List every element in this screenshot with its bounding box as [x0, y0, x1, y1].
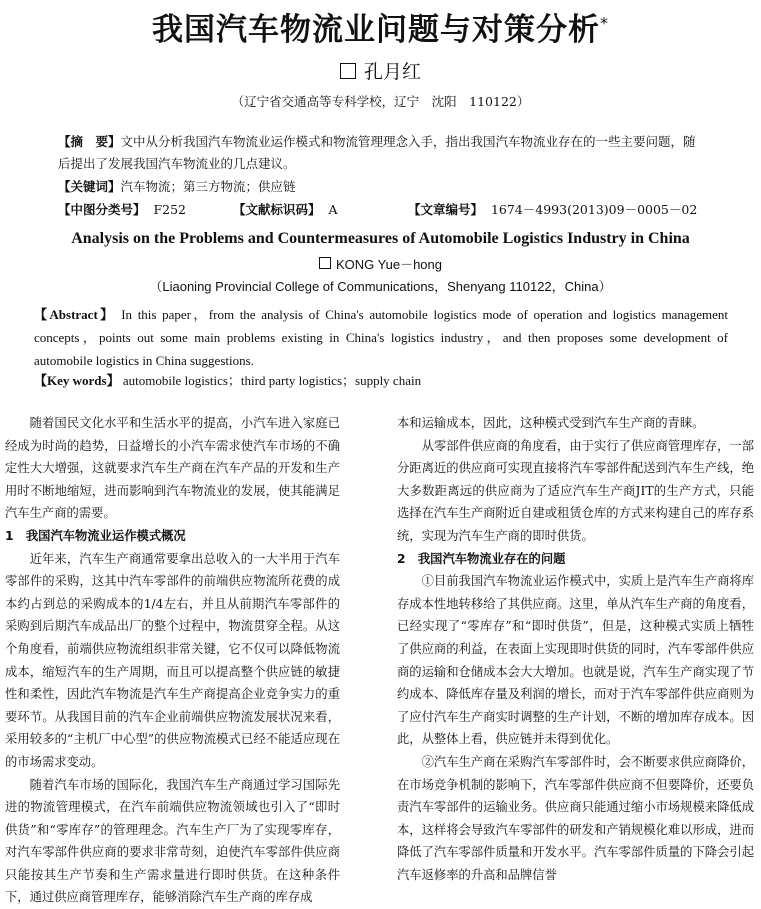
clc-value: F252 — [153, 202, 186, 217]
affiliation: （辽宁省交通高等专科学校，辽宁 沈阳 110122） — [0, 92, 761, 110]
english-title: Analysis on the Problems and Countermeasures of Automobile Logistics Industry in China — [0, 230, 761, 248]
english-abstract-label: 【Abstract】 — [34, 307, 116, 322]
clc-label: 【中图分类号】 — [58, 202, 146, 217]
english-abstract — [34, 303, 728, 372]
article-number-value: 1674－4993(2013)09－0005－02 — [491, 202, 697, 217]
title-footnote-mark: * — [600, 14, 609, 33]
body-paragraph: ①目前我国汽车物流业运作模式中，实质上是汽车生产商将库存成本性地转移给了其供应商。这里，单从汽车生产商的角度看，已经实现了“零库存”和“即时供货”，但是，这种模式实质上牺牲了供应商的利益，在表面上实现即时供货的同时，汽车零部件供应商的运输和仓储成本会大大增加。也就是说，汽车生产商实现了节约成本、降低库存量及利润的增长，而对于汽车零部件供应商则为了应付汽车生产商实时调整的生产计划，不断的增加库存成本。因此，从整体上看，供应链并未得到优化。 — [397, 570, 754, 751]
author-line — [0, 57, 761, 84]
english-abstract-text: In this paper，from the analysis of China's automobile logistics mode of operation and logistics management concepts，points out some main problems existing in China's logistics industry，and then proposes some development of automobile logistics in China suggestions. — [34, 307, 728, 368]
author-box-icon — [340, 63, 356, 79]
keywords-cn-label: 【关键词】 — [58, 179, 121, 194]
body-paragraph: 近年来，汽车生产商通常要拿出总收入的一大半用于汽车零部件的采购，这其中汽车零部件的前端供应物流所花费的成本约占到总的采购成本的1/4左右，并且从前期汽车零部件的采购到后期汽车成品出厂的整个过程中，物流贯穿全程。从这个角度看，前端供应物流组织非常关键，它不仅可以降低物流成本，缩短汽车的生产周期，而且可以提高整个供应链的敏捷性和柔性，因此汽车物流是汽车生产商提高企业竞争实力的重要环节。从我国目前的汽车企业前端供应物流发展状况来看，采用较多的“主机厂中心型”的供应物流模式已经不能适应现在的市场需求变动。 — [5, 548, 340, 774]
body-paragraph: 随着国民文化水平和生活水平的提高，小汽车进入家庭已经成为时尚的趋势，日益增长的小汽车需求使汽车市场的不确定性大大增强，这就要求汽车生产商在汽车产品的开发和生产用时不断地缩短，进而影响到汽车物流业的发展，使其能满足汽车生产商的需要。 — [5, 412, 340, 525]
doc-code-label: 【文献标识码】 — [233, 202, 321, 217]
english-author: KONG Yue－hong — [336, 257, 442, 272]
abstract-cn-label: 【摘 要】 — [58, 134, 121, 149]
english-affiliation: （Liaoning Provincial College of Communications，Shenyang 110122，China） — [0, 276, 761, 295]
keywords-cn — [58, 176, 708, 198]
english-keywords — [34, 370, 728, 389]
paper-title: 我国汽车物流业问题与对策分析* — [0, 4, 761, 49]
body-left-column — [5, 412, 340, 909]
clc-field — [58, 200, 233, 218]
abstract-cn — [58, 131, 708, 175]
article-number-field — [408, 200, 697, 218]
author-name: 孔月红 — [364, 61, 421, 83]
english-keywords-label: 【Key words】 — [34, 373, 120, 388]
english-author-line — [0, 254, 761, 273]
doc-code-value: A — [328, 202, 337, 217]
body-paragraph: ②汽车生产商在采购汽车零部件时，会不断要求供应商降价，在市场竞争机制的影响下，汽车零部件供应商不但要降价，还要负责汽车零部件的运输业务。供应商只能通过缩小市场规模来降低成本，这样将会导致汽车零部件的研发和产销规模化难以形成，进而降低了汽车零部件质量和开发水平。汽车零部件质量的下降会引起汽车返修率的升高和品牌信誉 — [397, 751, 754, 887]
english-author-box-icon — [319, 257, 331, 269]
section-heading-2: 2 我国汽车物流业存在的问题 — [397, 548, 754, 571]
body-right-column — [397, 412, 754, 886]
abstract-cn-text: 文中从分析我国汽车物流业运作模式和物流管理理念入手，指出我国汽车物流业存在的一些主要问题，随后提出了发展我国汽车物流业的几点建议。 — [58, 134, 696, 171]
classification-line — [58, 200, 708, 218]
body-paragraph: 从零部件供应商的角度看，由于实行了供应商管理库存，一部分距离近的供应商可实现直接将汽车零部件配送到汽车生产线，绝大多数距离远的供应商为了适应汽车生产商JIT的生产方式，只能选择在汽车生产商附近自建或租赁仓库的方式来构建自己的库存系统，实现为汽车生产商的即时供货。 — [397, 435, 754, 548]
section-heading-1: 1 我国汽车物流业运作模式概况 — [5, 525, 340, 548]
article-number-label: 【文章编号】 — [408, 202, 483, 217]
doc-code-field — [233, 200, 408, 218]
english-keywords-text: automobile logistics；third party logistics；supply chain — [123, 373, 421, 388]
body-paragraph: 本和运输成本，因此，这种模式受到汽车生产商的青睐。 — [397, 412, 754, 435]
body-paragraph: 随着汽车市场的国际化，我国汽车生产商通过学习国际先进的物流管理模式，在汽车前端供应物流领域也引入了“即时供货”和“零库存”的管理理念。汽车生产厂为了实现零库存，对汽车零部件供应商的要求非常苛刻，迫使汽车零部件供应商只能按其生产节奏和生产需求量进行即时供货。在这种条件下，通过供应商管理库存，能够消除汽车生产商的库存成 — [5, 774, 340, 909]
keywords-cn-text: 汽车物流；第三方物流；供应链 — [121, 179, 296, 194]
